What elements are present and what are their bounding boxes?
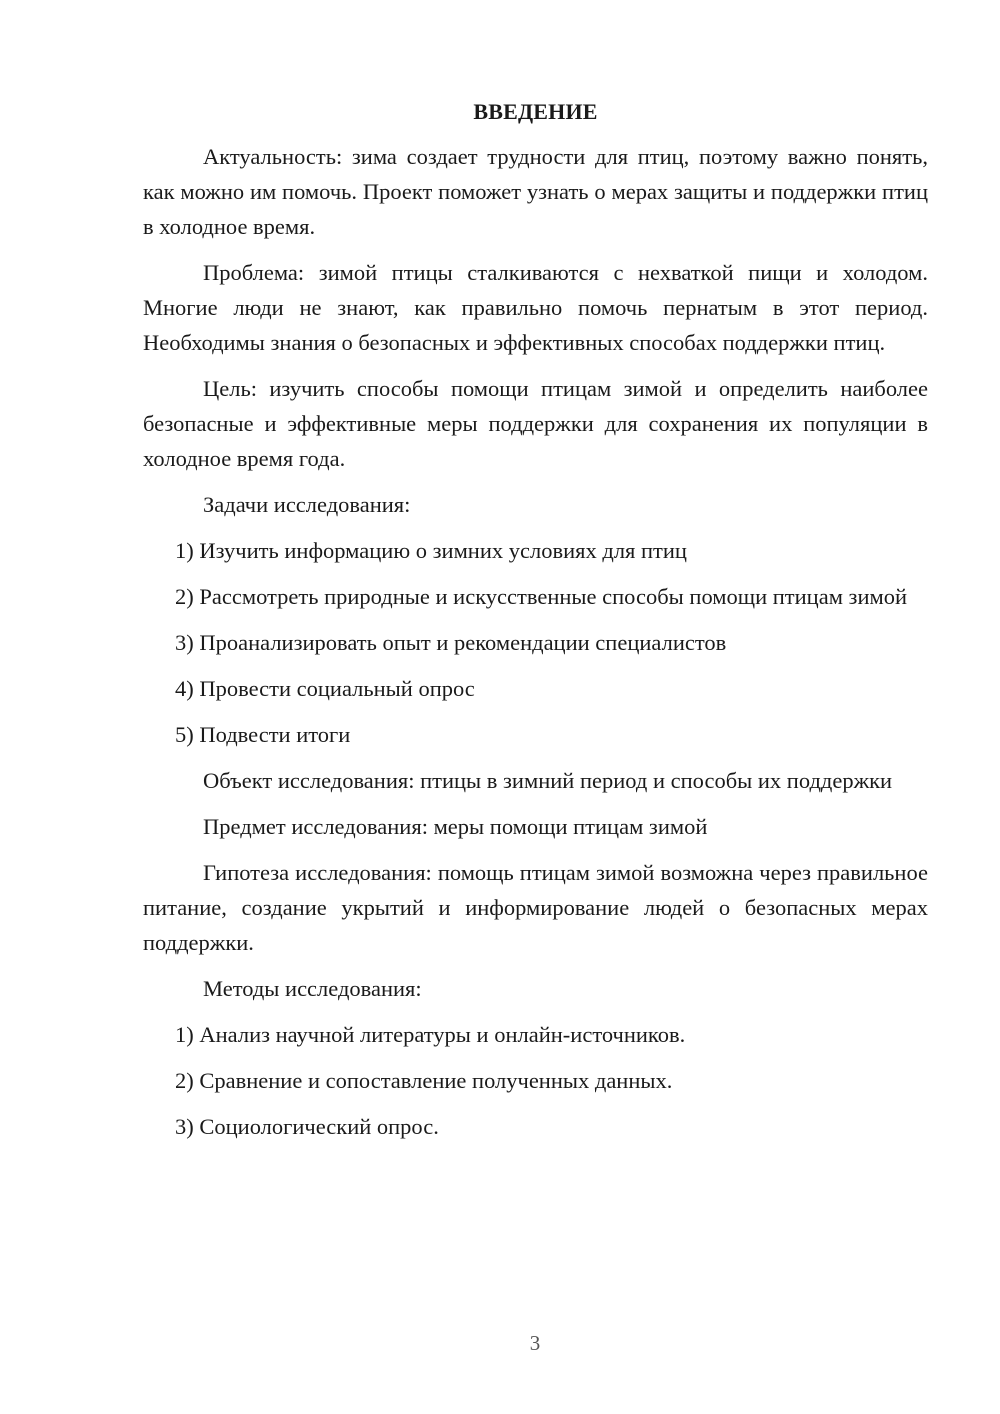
relevance-paragraph: Актуальность: зима создает трудности для птиц, поэтому важно понять, как можно им помочь. Проект поможет узнать о мерах защиты и поддержки птиц в холодное время. xyxy=(143,144,928,239)
object-paragraph: Объект исследования: птицы в зимний период и способы их поддержки xyxy=(203,768,893,793)
task-item-3: 3) Проанализировать опыт и рекомендации специалистов xyxy=(175,630,727,655)
hypothesis-paragraph: Гипотеза исследования: помощь птицам зимой возможна через правильное питание, создание укрытий и информирование людей о безопасных мерах поддержки. xyxy=(143,860,928,955)
page-content xyxy=(143,94,928,1155)
methods-heading: Методы исследования: xyxy=(203,976,422,1001)
tasks-heading: Задачи исследования: xyxy=(203,492,411,517)
goal-paragraph: Цель: изучить способы помощи птицам зимой и определить наиболее безопасные и эффективные меры поддержки для сохранения их популяции в холодное время года. xyxy=(143,376,928,471)
page-title: ВВЕДЕНИЕ xyxy=(473,99,598,124)
task-item-2: 2) Рассмотреть природные и искусственные способы помощи птицам зимой xyxy=(175,584,908,609)
task-item-1: 1) Изучить информацию о зимних условиях для птиц xyxy=(175,538,687,563)
problem-paragraph: Проблема: зимой птицы сталкиваются с нехваткой пищи и холодом. Многие люди не знают, как правильно помочь пернатым в этот период. Необходимы знания о безопасных и эффективных способах поддержки птиц. xyxy=(143,260,928,355)
task-item-4: 4) Провести социальный опрос xyxy=(175,676,475,701)
method-item-2: 2) Сравнение и сопоставление полученных данных. xyxy=(175,1068,673,1093)
method-item-1: 1) Анализ научной литературы и онлайн-источников. xyxy=(175,1022,686,1047)
method-item-3: 3) Социологический опрос. xyxy=(175,1114,439,1139)
subject-paragraph: Предмет исследования: меры помощи птицам зимой xyxy=(203,814,708,839)
task-item-5: 5) Подвести итоги xyxy=(175,722,351,747)
page-number: 3 xyxy=(529,1331,541,1355)
